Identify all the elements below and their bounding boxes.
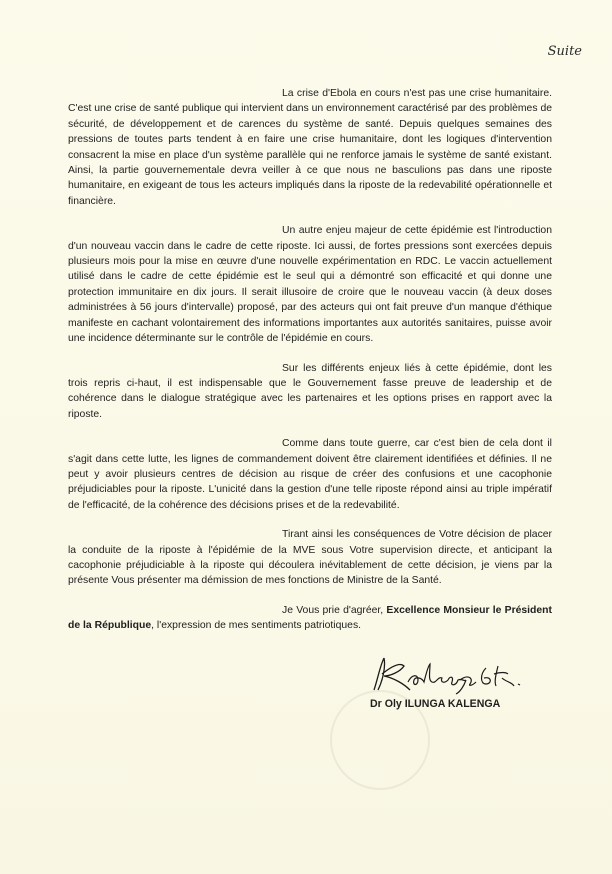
closing-addressee: Excellence Monsieur le Président de la République <box>68 604 552 632</box>
paragraph-command: Comme dans toute guerre, car c'est bien de cela dont il s'agit dans cette lutte, les lignes de commandement doivent être clairement identifiées et définies. Il ne peut y avoir plusieurs centres de décision au risque de créer des confusions et une cacophonie préjudiciables pour la riposte. L'unicité dans la gestion d'une telle riposte répond ainsi au triple impératif de l'efficacité, de la cohérence des décisions prises et de la redevabilité. <box>68 438 552 511</box>
suite-label: Suite <box>547 44 582 59</box>
signatory-name: Dr Oly ILUNGA KALENGA <box>370 698 501 710</box>
paragraph-ebola-crisis: La crise d'Ebola en cours n'est pas une crise humanitaire. C'est une crise de santé publique qui intervient dans un environnement caractérisé par des problèmes de sécurité, de développement et de carences du système de santé. Depuis quelques semaines des pressions de toutes parts tendent à en faire une crise humanitaire, dont les logiques d'intervention consacrent la mise en place d'un système parallèle qui ne renforce jamais le système de santé existant. Ainsi, la partie gouvernementale devra veiller à ce que nous ne basculions pas dans une riposte humanitaire, en exigeant de tous les acteurs impliqués dans la riposte de la redevabilité opérationnelle et financière. <box>68 88 552 207</box>
closing-intro: Je Vous prie d'agréer, <box>282 604 387 616</box>
letter-body <box>68 86 552 648</box>
closing-outro: , l'expression de mes sentiments patriotiques. <box>151 620 362 632</box>
paragraph-resignation: Tirant ainsi les conséquences de Votre décision de placer la conduite de la riposte à l'épidémie de la MVE sous Votre supervision directe, et anticipant la cacophonie préjudiciable à la riposte qui découlera inévitablement de cette décision, je viens par la présente Vous présenter ma démission de mes fonctions de Ministre de la Santé. <box>68 529 552 587</box>
paragraph-leadership: Sur les différents enjeux liés à cette épidémie, dont les trois repris ci-haut, il est indispensable que le Gouvernement fasse preuve de leadership et de cohérence dans le dialogue stratégique avec les partenaires et les options prises en rapport avec la riposte. <box>68 362 552 420</box>
paragraph-vaccine: Un autre enjeu majeur de cette épidémie est l'introduction d'un nouveau vaccin dans le cadre de cette riposte. Ici aussi, de fortes pressions sont exercées depuis plusieurs mois pour la mise en œuvre d'une nouvelle expérimentation en RDC. Le vaccin actuellement utilisé dans le cadre de cette épidémie est le seul qui a démontré son efficacité et qui donne une protection immunitaire en dix jours. Il serait illusoire de croire que le nouveau vaccin (à deux doses administrées à 56 jours d'intervalle) proposé, par des acteurs qui ont fait preuve d'un manque d'éthique manifeste en cachant volontairement des informations importantes aux autorités sanitaires, puisse avoir une incidence déterminante sur le contrôle de l'épidémie en cours. <box>68 225 552 345</box>
handwritten-signature <box>368 652 538 696</box>
closing-formula <box>68 603 552 634</box>
